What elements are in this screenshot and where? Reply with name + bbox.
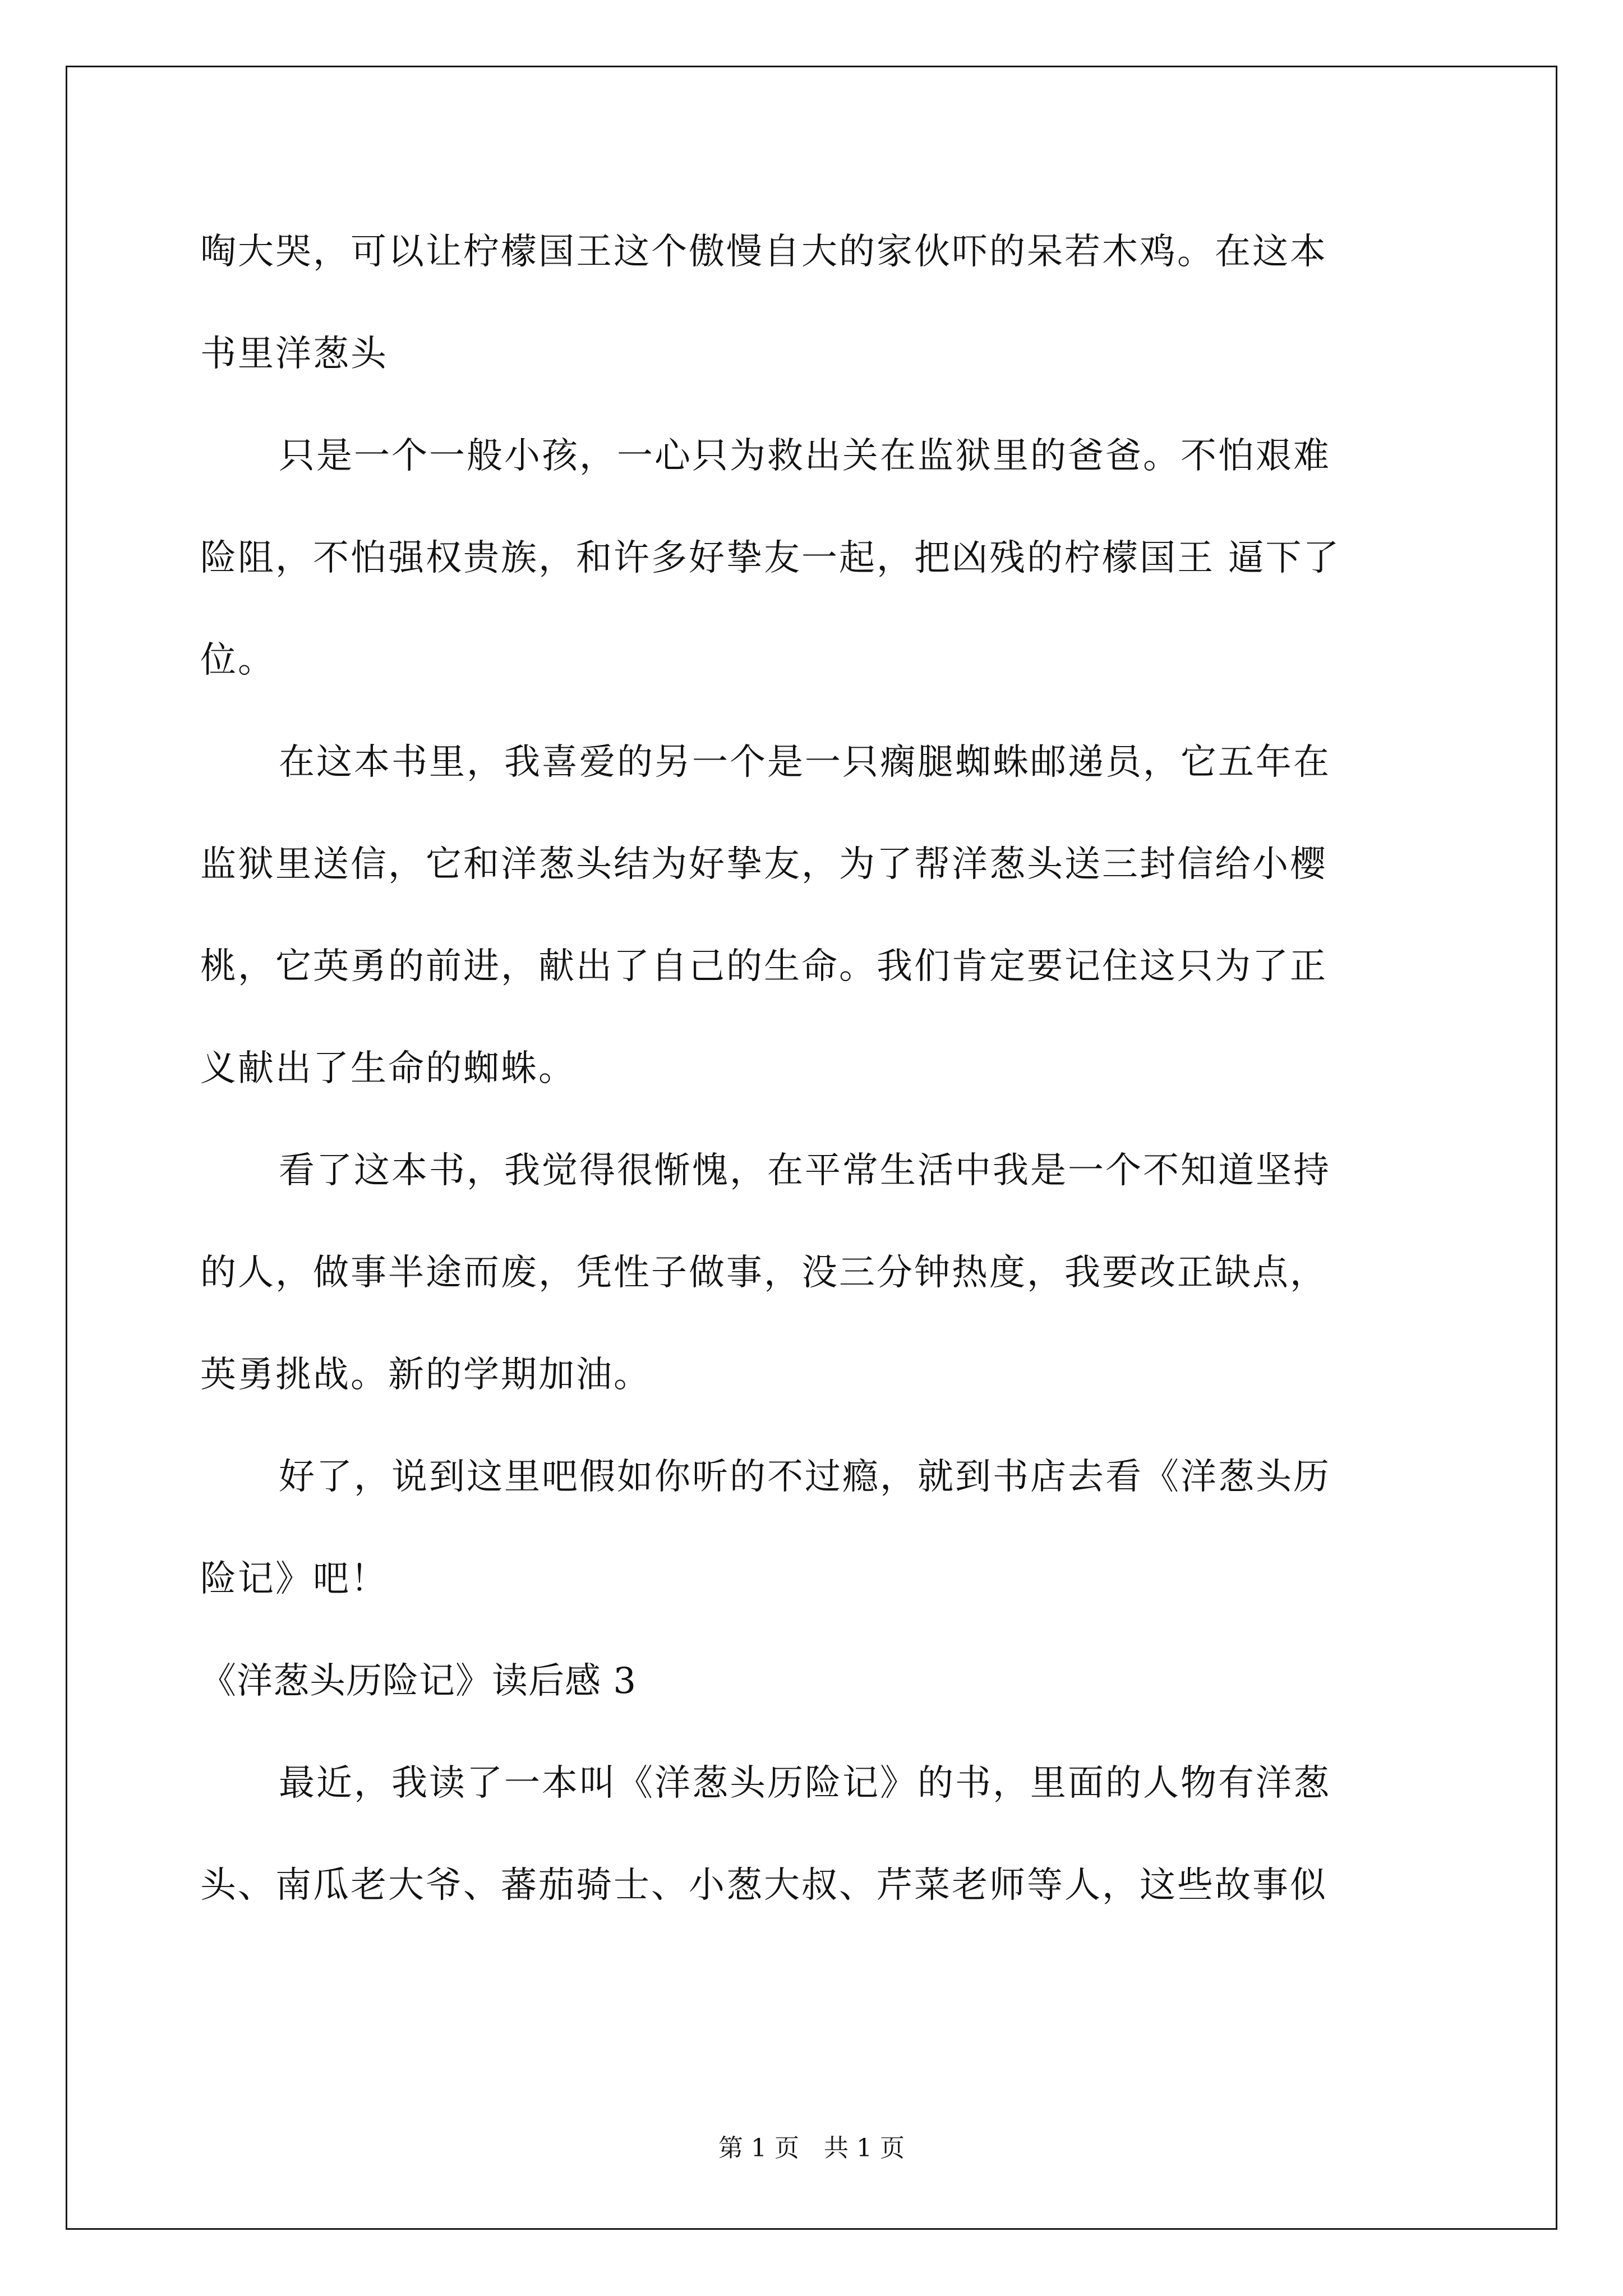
text-line: 头、南瓜老大爷、蕃茄骑士、小葱大叔、芹菜老师等人，这些故事似	[200, 1865, 1327, 1906]
text-line: 险阻，不怕强权贵族，和许多好挚友一起，把凶残的柠檬国王 逼下了	[200, 537, 1341, 579]
text-line: 桃，它英勇的前进，献出了自己的生命。我们肯定要记住这只为了正	[200, 946, 1327, 987]
text-line: 义献出了生命的蜘蛛。	[200, 1048, 576, 1089]
text-line: 英勇挑战。新的学期加油。	[200, 1354, 651, 1396]
text-line: 书里洋葱头	[200, 333, 388, 375]
text-line: 啕大哭，可以让柠檬国王这个傲慢自大的家伙吓的呆若木鸡。在这本	[200, 231, 1327, 273]
page-number-label: 第 1 页 共 1 页	[718, 2134, 905, 2162]
text-line: 险记》吧！	[200, 1558, 388, 1600]
text-line: 好了，说到这里吧假如你听的不过瘾，就到书店去看《洋葱头历	[279, 1456, 1331, 1498]
text-line: 最近，我读了一本叫《洋葱头历险记》的书，里面的人物有洋葱	[279, 1763, 1331, 1804]
text-line: 位。	[200, 639, 275, 681]
text-line: 只是一个一般小孩，一心只为救出关在监狱里的爸爸。不怕艰难	[279, 435, 1331, 477]
text-line: 监狱里送信，它和洋葱头结为好挚友，为了帮洋葱头送三封信给小樱	[200, 844, 1327, 885]
page-footer	[0, 2132, 1623, 2165]
document-body	[200, 201, 1428, 1936]
section-heading: 《洋葱头历险记》读后感 3	[200, 1660, 637, 1702]
text-line: 的人，做事半途而废，凭性子做事，没三分钟热度，我要改正缺点，	[200, 1252, 1327, 1294]
text-line: 看了这本书，我觉得很惭愧，在平常生活中我是一个不知道坚持	[279, 1150, 1331, 1191]
text-line: 在这本书里，我喜爱的另一个是一只瘸腿蜘蛛邮递员，它五年在	[279, 742, 1331, 783]
